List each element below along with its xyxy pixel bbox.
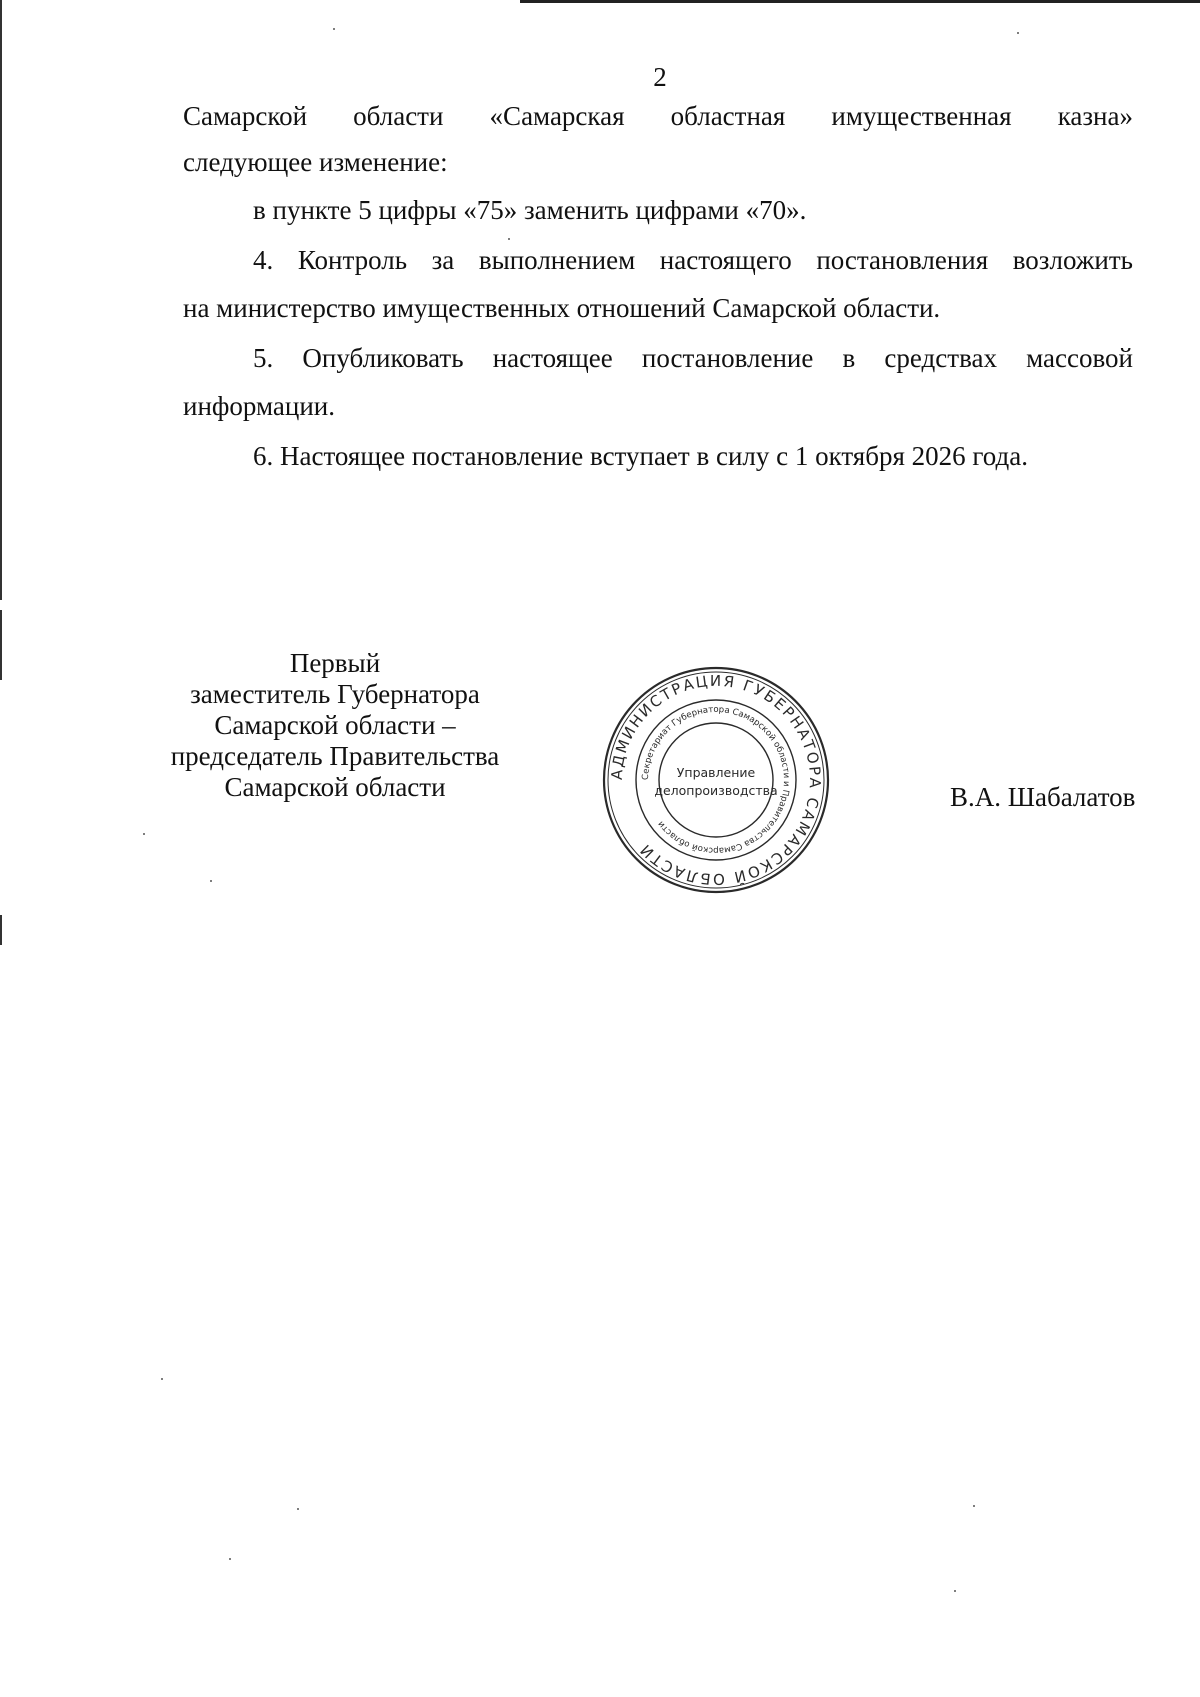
scan-speck <box>229 1558 231 1560</box>
scan-border-left-fragment <box>0 915 2 945</box>
signer-name: В.А. Шабалатов <box>950 782 1136 812</box>
signer-title-line: Самарской области – <box>214 710 456 740</box>
paragraph-amendment: в пункте 5 цифры «75» заменить цифрами «70». <box>253 195 807 225</box>
paragraph-line: следующее изменение: <box>183 147 448 177</box>
signer-title <box>150 648 520 803</box>
scan-speck <box>143 833 145 835</box>
scan-speck <box>297 1508 299 1510</box>
page-number: 2 <box>653 62 667 92</box>
official-seal <box>601 665 831 895</box>
seal-outer-ring <box>604 668 828 892</box>
signer-title-line: Самарской области <box>224 772 446 802</box>
paragraph-line: Самарской области «Самарская областная имущественная казна» <box>183 101 1133 131</box>
scan-speck <box>333 28 335 30</box>
scan-border-left <box>0 0 2 600</box>
paragraph-item-6: 6. Настоящее постановление вступает в силу с 1 октября 2026 года. <box>253 441 1028 471</box>
scan-speck <box>954 1590 956 1592</box>
signer-title-line: председатель Правительства <box>170 741 500 771</box>
seal-center-line-2: делопроизводства <box>654 783 778 798</box>
seal-inner-ring <box>659 723 773 837</box>
scan-speck <box>973 1505 975 1507</box>
seal-center-line-1: Управление <box>676 765 756 780</box>
scan-speck <box>508 238 510 240</box>
signer-title-line: Первый <box>289 648 381 678</box>
seal-outer-text: АДМИНИСТРАЦИЯ ГУБЕРНАТОРА САМАРСКОЙ ОБЛАСТИ <box>607 671 825 889</box>
seal-middle-ring <box>636 700 796 860</box>
scan-speck <box>210 880 212 882</box>
paragraph-item-5-cont: информации. <box>183 391 335 421</box>
scan-speck <box>1017 32 1019 34</box>
paragraph-item-4-cont: на министерство имущественных отношений Самарской области. <box>183 293 941 323</box>
paragraph-item-5: 5. Опубликовать настоящее постановление в средствах массовой <box>253 343 1133 373</box>
scan-speck <box>161 1378 163 1380</box>
paragraph-item-4: 4. Контроль за выполнением настоящего постановления возложить <box>253 245 1133 275</box>
signer-title-line: заместитель Губернатора <box>190 679 480 709</box>
scan-border-top <box>520 0 1200 3</box>
scan-border-left-fragment <box>0 610 2 680</box>
seal-inner-text: Секретариат Губернатора Самарской области и Правительства Самарской области <box>640 704 792 856</box>
